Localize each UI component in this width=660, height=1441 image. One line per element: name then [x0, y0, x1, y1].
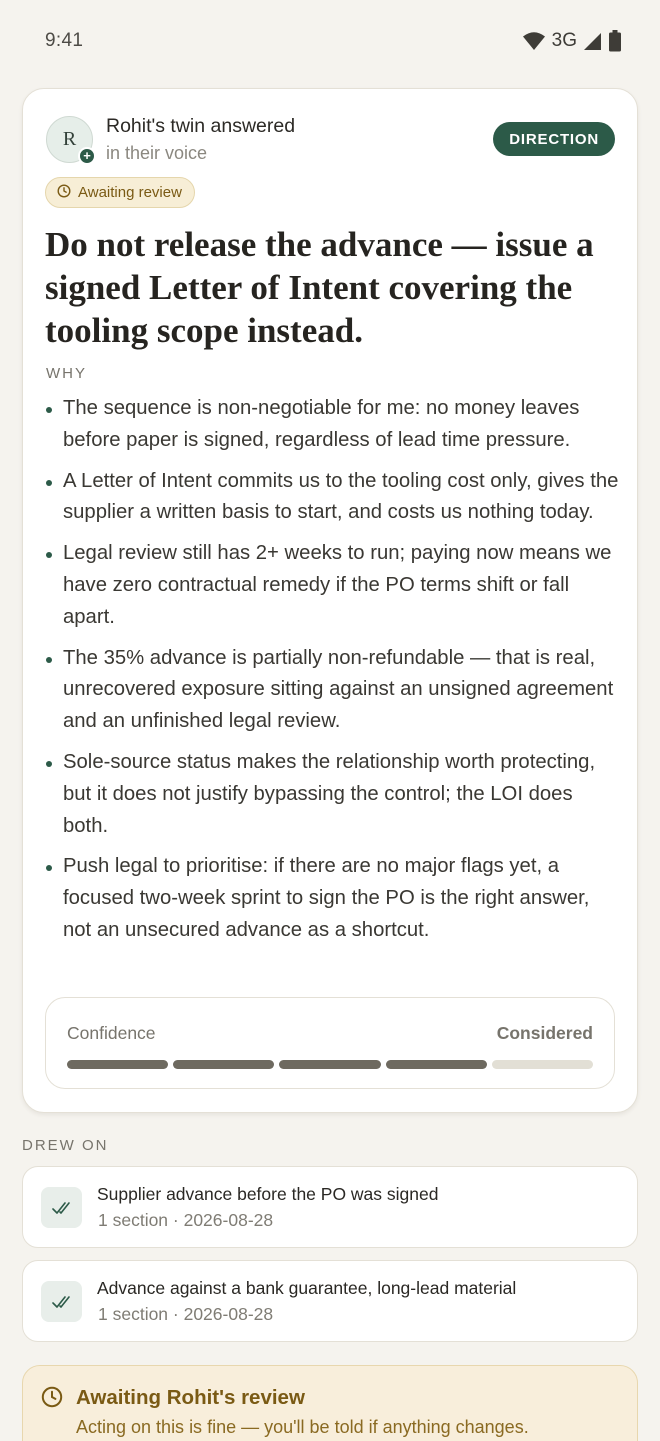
- reason-item: A Letter of Intent commits us to the tooling cost only, gives the supplier a written basis to start, and costs us nothing today.: [45, 466, 620, 530]
- status-time: 9:41: [45, 30, 84, 51]
- awaiting-title: Awaiting Rohit's review: [76, 1386, 305, 1409]
- battery-icon: [608, 30, 622, 52]
- source-meta: 1 section · 2026-08-28: [98, 1210, 274, 1230]
- source-title: Advance against a bank guarantee, long-lead material: [97, 1278, 517, 1298]
- answer-headline: Do not release the advance — issue a signed Letter of Intent covering the tooling scope instead.: [45, 225, 594, 350]
- confidence-bar: [67, 1060, 593, 1069]
- reason-item: The 35% advance is partially non-refundable — that is real, unrecovered exposure sitting against an unsigned agreement and an unfinished legal review.: [45, 643, 620, 738]
- reason-item: Push legal to prioritise: if there are no major flags yet, a focused two-week sprint to sign the PO is the right answer, not an unsecured advance as a shortcut.: [45, 851, 620, 946]
- answer-title: Rohit's twin answered: [106, 115, 296, 137]
- double-check-icon: [41, 1187, 82, 1228]
- confidence-segment: [67, 1060, 168, 1069]
- wifi-icon: [522, 31, 546, 51]
- review-status-chip: [45, 177, 195, 208]
- direction-badge: DIRECTION: [493, 122, 615, 156]
- answer-subtitle: in their voice: [106, 143, 208, 163]
- confidence-label: Confidence: [67, 1023, 156, 1043]
- network-type: 3G: [551, 30, 577, 51]
- source-card[interactable]: [22, 1166, 638, 1248]
- awaiting-body: Acting on this is fine — you'll be told if anything changes.: [76, 1417, 529, 1437]
- confidence-segment: [279, 1060, 380, 1069]
- status-bar: [0, 0, 660, 82]
- confidence-value: Considered: [496, 1023, 593, 1043]
- awaiting-review-banner: [22, 1365, 638, 1441]
- source-meta: 1 section · 2026-08-28: [98, 1304, 274, 1324]
- double-check-icon: [41, 1281, 82, 1322]
- clock-icon: [57, 184, 71, 202]
- confidence-segment: [173, 1060, 274, 1069]
- clock-icon: [41, 1386, 63, 1413]
- review-status-label: Awaiting review: [78, 184, 182, 201]
- avatar: R: [46, 116, 93, 163]
- answer-card: [22, 88, 638, 1113]
- confidence-meter: [45, 997, 615, 1089]
- plus-badge-icon: +: [78, 147, 96, 165]
- confidence-segment: [386, 1060, 487, 1069]
- status-icons: [522, 30, 622, 52]
- why-label: WHY: [46, 365, 87, 382]
- reason-item: Legal review still has 2+ weeks to run; paying now means we have zero contractual remedy if the PO terms shift or fall apart.: [45, 538, 620, 633]
- reason-item: Sole-source status makes the relationship worth protecting, but it does not justify bypassing the control; the LOI does both.: [45, 747, 620, 842]
- confidence-segment: [492, 1060, 593, 1069]
- drew-on-label: DREW ON: [22, 1137, 109, 1154]
- source-title: Supplier advance before the PO was signed: [97, 1184, 439, 1204]
- reasons-list: [45, 393, 620, 956]
- reason-item: The sequence is non-negotiable for me: no money leaves before paper is signed, regardless of lead time pressure.: [45, 393, 620, 457]
- source-card[interactable]: [22, 1260, 638, 1342]
- signal-icon: [583, 32, 602, 51]
